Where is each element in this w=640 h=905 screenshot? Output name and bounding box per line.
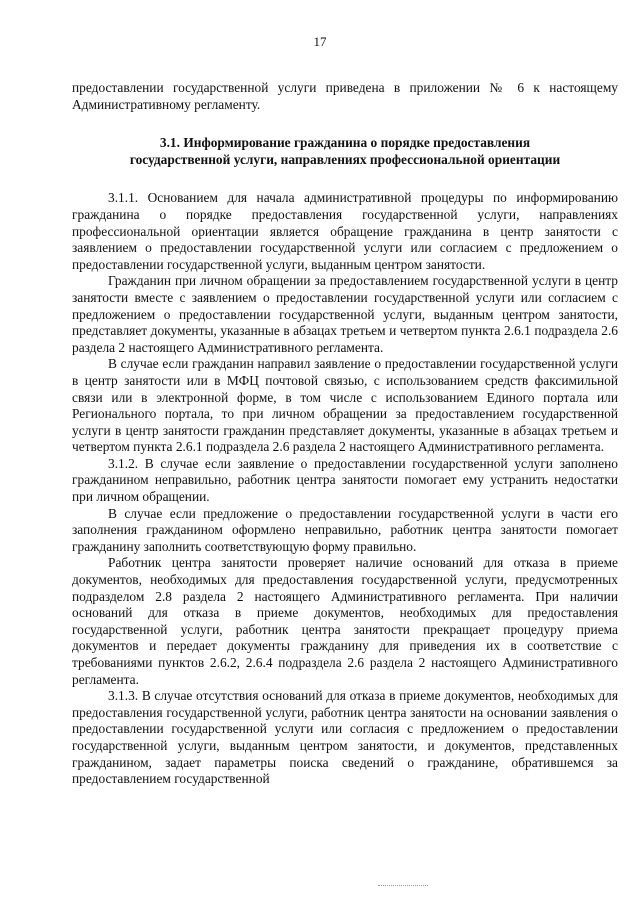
scan-artifact-line [378, 885, 428, 887]
document-body [72, 80, 618, 788]
paragraph-3-1-3: 3.1.3. В случае отсутствия оснований для отказа в приеме документов, необходимых для предоставления государственной услуги, работник центра занятости на основании заявления о предоставлении государственной услуги или согласия с предложением о предоставлении государственной услуги, выданным центром занятости, и документов, представленных гражданином, задает параметры поиска сведений о гражданине, обратившемся за предоставлением государственной [72, 688, 618, 787]
page-number: 17 [313, 34, 327, 49]
paragraph-3-1-2: 3.1.2. В случае если заявление о предоставлении государственной услуги заполнено гражданином неправильно, работник центра занятости помогает ему устранить недостатки при личном обращении. [72, 455, 618, 505]
paragraph: Гражданин при личном обращении за предоставлением государственной услуги в центр занятости вместе с заявлением о предоставлении государственной услуги или согласием с предложением о предоставлении государственной услуги, выданным центром занятости, представляет документы, указанные в абзацах третьем и четвертом пункта 2.6.1 подраздела 2.6 раздела 2 настоящего Административного регламента. [72, 273, 618, 355]
section-heading-line-2: государственной услуги, направлениях профессиональной ориентации [129, 151, 561, 167]
section-heading [72, 135, 618, 168]
paragraph: В случае если гражданин направил заявление о предоставлении государственной услуги в центр занятости или в МФЦ почтовой связью, с использованием средств факсимильной связи или в электронной форме, в том числе с использованием Единого портала или Регионального портала, то при личном обращении за предоставлением государственной услуги в центр занятости гражданин представляет документы, указанные в абзацах третьем и четвертом пункта 2.6.1 подраздела 2.6 раздела 2 настоящего Административного регламента. [72, 356, 618, 455]
paragraph: В случае если предложение о предоставлении государственной услуги в части его заполнения гражданином оформлено неправильно, работник центра занятости помогает гражданину заполнить соответствующую форму правильно. [72, 505, 618, 554]
paragraph: Работник центра занятости проверяет наличие оснований для отказа в приеме документов, необходимых для предоставления государственной услуги, предусмотренных подразделом 2.8 раздела 2 настоящего Административного регламента. При наличии оснований для отказа в приеме документов, необходимых для предоставления государственной услуги, работник центра занятости прекращает процедуру приема документов и передает документы гражданину для приведения их в соответствие с требованиями пунктов 2.6.2, 2.6.4 подраздела 2.6 раздела 2 настоящего Административного регламента. [72, 555, 618, 687]
paragraph-3-1-1: 3.1.1. Основанием для начала административной процедуры по информированию гражданина о порядке предоставления государственной услуги, направлениях профессиональной ориентации является обращение гражданина в центр занятости с заявлением о предоставлении государственной услуги или согласием с предложением о предоставлении государственной услуги, выданным центром занятости. [72, 190, 618, 272]
paragraph-continued: предоставлении государственной услуги приведена в приложении № 6 к настоящему Административному регламенту. [72, 80, 618, 112]
section-heading-line-1: 3.1. Информирование гражданина о порядке предоставления [159, 135, 531, 151]
